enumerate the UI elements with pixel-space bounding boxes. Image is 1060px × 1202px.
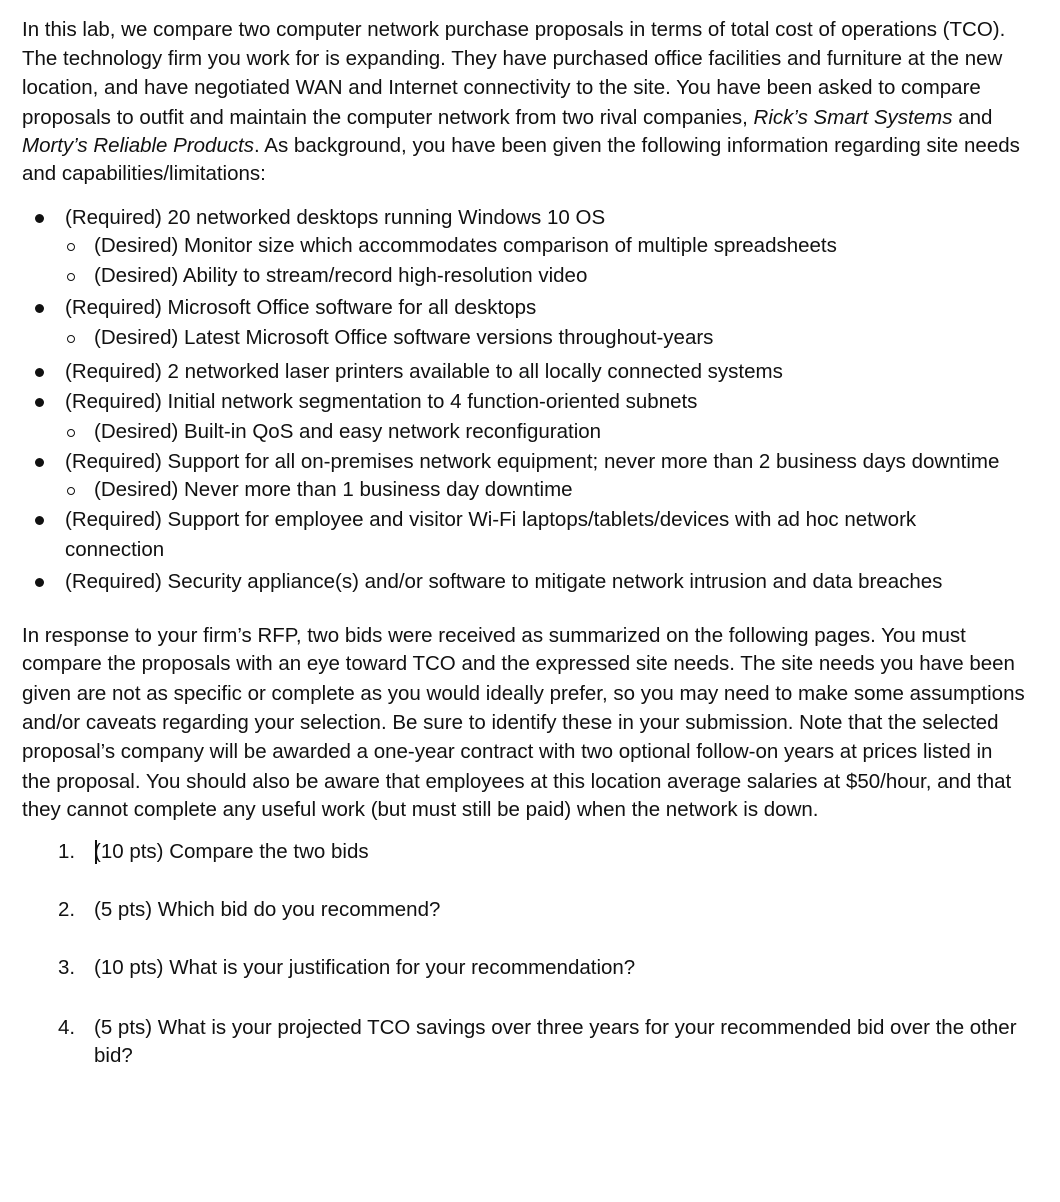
desired-item: (Desired) Ability to stream/record high-resolution video — [94, 264, 588, 287]
response-line-7: they cannot complete any useful work (but must still be paid) when the network is down. — [22, 798, 819, 821]
intro-line-5-text: . As background, you have been given the following information regarding site needs — [254, 134, 1020, 157]
bullet-marker — [35, 368, 44, 377]
intro-line-4 — [22, 104, 992, 132]
question-number: 1. — [58, 840, 76, 863]
requirement-item: (Required) 2 networked laser printers available to all locally connected systems — [65, 360, 783, 383]
sub-bullet-marker — [67, 429, 75, 437]
question-number: 3. — [58, 956, 76, 979]
response-line-3: given are not as specific or complete as you would ideally prefer, so you may need to make some assumptions — [22, 682, 1025, 705]
desired-item: (Desired) Never more than 1 business day downtime — [94, 478, 573, 501]
response-line-5: proposal’s company will be awarded a one-year contract with two optional follow-on years at prices listed in — [22, 740, 993, 763]
question-number: 2. — [58, 898, 76, 921]
question-text[interactable]: (10 pts) Compare the two bids — [94, 840, 369, 863]
sub-bullet-marker — [67, 487, 75, 495]
company-name-ricks: Rick’s Smart Systems — [753, 106, 953, 129]
intro-line-4-text: proposals to outfit and maintain the computer network from two rival companies, — [22, 106, 748, 129]
intro-line-2: The technology firm you work for is expanding. They have purchased office facilities and furniture at the new — [22, 47, 1003, 70]
bullet-marker — [35, 398, 44, 407]
sub-bullet-marker — [67, 273, 75, 281]
sub-bullet-marker — [67, 243, 75, 251]
bullet-marker — [35, 578, 44, 587]
question-text[interactable]: (5 pts) What is your projected TCO savings over three years for your recommended bid over the other — [94, 1016, 1017, 1039]
requirement-item-continuation: connection — [65, 538, 165, 561]
requirement-item: (Required) Support for all on-premises network equipment; never more than 2 business days downtime — [65, 450, 1000, 473]
intro-line-1: In this lab, we compare two computer network purchase proposals in terms of total cost of operations (TCO). — [22, 18, 1006, 41]
intro-line-5 — [22, 132, 1020, 160]
requirement-item: (Required) Initial network segmentation to 4 function-oriented subnets — [65, 390, 698, 413]
requirement-item: (Required) Support for employee and visitor Wi-Fi laptops/tablets/devices with ad hoc network — [65, 508, 917, 531]
sub-bullet-marker — [67, 335, 75, 343]
desired-item: (Desired) Built-in QoS and easy network reconfiguration — [94, 420, 602, 443]
desired-item: (Desired) Latest Microsoft Office software versions throughout-years — [94, 326, 714, 349]
question-number: 4. — [58, 1016, 76, 1039]
requirement-item: (Required) 20 networked desktops running Windows 10 OS — [65, 206, 606, 229]
question-text[interactable]: (5 pts) Which bid do you recommend? — [94, 898, 441, 921]
question-text[interactable]: (10 pts) What is your justification for your recommendation? — [94, 956, 636, 979]
requirement-item: (Required) Security appliance(s) and/or software to mitigate network intrusion and data breaches — [65, 570, 943, 593]
requirement-item: (Required) Microsoft Office software for all desktops — [65, 296, 537, 319]
bullet-marker — [35, 214, 44, 223]
response-line-1: In response to your firm’s RFP, two bids were received as summarized on the following pages. You must — [22, 624, 966, 647]
response-line-4: and/or caveats regarding your selection. Be sure to identify these in your submission. Note that the selected — [22, 711, 999, 734]
bullet-marker — [35, 304, 44, 313]
desired-item: (Desired) Monitor size which accommodates comparison of multiple spreadsheets — [94, 234, 837, 257]
intro-line-6: and capabilities/limitations: — [22, 162, 266, 185]
company-name-mortys: Morty’s Reliable Products — [22, 134, 255, 157]
intro-line-4-and: and — [952, 106, 993, 129]
question-text-continuation[interactable]: bid? — [94, 1044, 133, 1067]
bullet-marker — [35, 458, 44, 467]
response-line-6: the proposal. You should also be aware that employees at this location average salaries at $50/hour, and that — [22, 770, 1012, 793]
response-line-2: compare the proposals with an eye toward TCO and the expressed site needs. The site needs you have been — [22, 652, 1015, 675]
intro-line-3: location, and have negotiated WAN and Internet connectivity to the site. You have been asked to compare — [22, 76, 981, 99]
bullet-marker — [35, 516, 44, 525]
